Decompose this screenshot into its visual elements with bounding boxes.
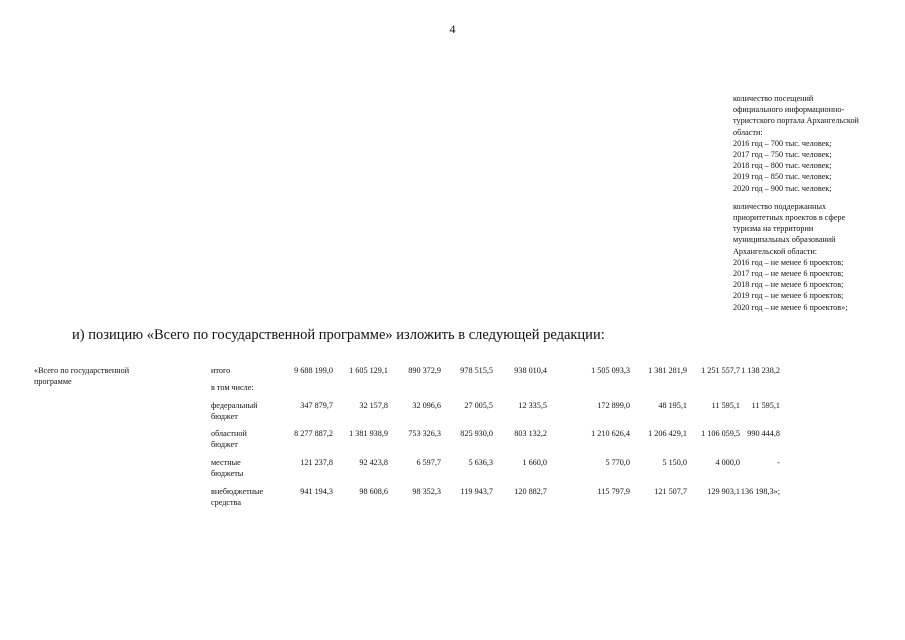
indicator-line: 2018 год – 800 тыс. человек;	[733, 161, 832, 171]
indicator-line: 2016 год – 700 тыс. человек;	[733, 138, 832, 148]
table-cell: 753 326,3	[408, 429, 441, 438]
table-cell: 1 138 238,2	[741, 366, 780, 375]
table-cell: 1 106 059,5	[701, 429, 740, 438]
indicator-line: туристского портала Архангельской	[733, 116, 859, 126]
table-cell: 1 206 429,1	[648, 429, 687, 438]
indicator-line: 2016 год – не менее 6 проектов;	[733, 257, 844, 267]
indicator-line: 2019 год – 850 тыс. человек;	[733, 172, 832, 182]
indicator-line: 2017 год – 750 тыс. человек;	[733, 150, 832, 160]
indicator-line: приоритетных проектов в сфере	[733, 213, 846, 223]
table-cell: 92 423,8	[359, 458, 388, 467]
table-cell: -	[777, 458, 780, 467]
table-cell: 9 688 199,0	[294, 366, 333, 375]
table-cell: 48 195,1	[658, 401, 687, 410]
indicator-line: 2018 год – не менее 6 проектов;	[733, 280, 844, 290]
table-cell: 990 444,8	[747, 429, 780, 438]
indicator-line: 2019 год – не менее 6 проектов;	[733, 291, 844, 301]
indicator-line: 2020 год – 900 тыс. человек;	[733, 183, 832, 193]
table-cell: 172 899,0	[597, 401, 630, 410]
table-cell: 5 150,0	[662, 458, 687, 467]
table-row-label: итого	[211, 366, 231, 375]
table-cell: 938 010,4	[514, 366, 547, 375]
table-cell: 32 157,8	[359, 401, 388, 410]
table-cell: 941 194,3	[300, 487, 333, 496]
indicator-line: 2017 год – не менее 6 проектов;	[733, 269, 844, 279]
table-cell: 825 930,0	[460, 429, 493, 438]
table-cell: 11 595,1	[711, 401, 740, 410]
table-cell: 115 797,9	[597, 487, 630, 496]
page-number: 4	[449, 22, 456, 36]
table-row-label: местные бюджеты	[211, 458, 244, 478]
table-cell: 1 381 281,9	[648, 366, 687, 375]
indicator-line: муниципальных образований	[733, 235, 836, 245]
table-cell: 5 770,0	[605, 458, 630, 467]
table-cell: 4 000,0	[715, 458, 740, 467]
table-cell: 120 882,7	[514, 487, 547, 496]
table-cell: 129 903,1	[707, 487, 740, 496]
indicator-line: туризма на территории	[733, 224, 814, 234]
table-cell: 12 335,5	[518, 401, 547, 410]
table-cell: 1 381 938,9	[349, 429, 388, 438]
table-row-header: «Всего по государственной программе	[34, 366, 130, 386]
table-cell: 32 096,6	[412, 401, 441, 410]
amendment-heading: и) позицию «Всего по государственной программе» изложить в следующей редакции:	[72, 327, 605, 343]
table-cell: 98 608,6	[359, 487, 388, 496]
indicator-line: количество посещений	[733, 94, 814, 103]
indicator-line: официального информационно-	[733, 105, 845, 115]
table-cell: 136 198,3»;	[740, 487, 780, 496]
table-cell: 8 277 887,2	[294, 429, 333, 438]
table-row-label: федеральный бюджет	[211, 401, 258, 421]
indicator-line: количество поддержанных	[733, 201, 827, 211]
table-cell: 1 605 129,1	[349, 366, 388, 375]
table-cell: 121 507,7	[654, 487, 687, 496]
indicator-line: 2020 год – не менее 6 проектов»;	[733, 302, 848, 312]
table-cell: 98 352,3	[412, 487, 441, 496]
table-cell: 119 943,7	[460, 487, 493, 496]
table-cell: 347 879,7	[300, 401, 333, 410]
table-row-label: внебюджетные средства	[211, 487, 264, 507]
table-cell: 1 210 626,4	[591, 429, 630, 438]
table-cell: 5 636,3	[468, 458, 493, 467]
table-cell: 978 515,5	[460, 366, 493, 375]
table-cell: 27 005,5	[464, 401, 493, 410]
table-cell: 1 505 093,3	[591, 366, 630, 375]
table-cell: 1 660,0	[522, 458, 547, 467]
table-cell: 1 251 557,7	[701, 366, 740, 375]
indicator-line: Архангельской области:	[733, 246, 818, 256]
table-cell: 803 132,2	[514, 429, 547, 438]
table-cell: 6 597,7	[416, 458, 441, 467]
table-row-label: областной бюджет	[211, 429, 247, 449]
table-cell: 890 372,9	[408, 366, 441, 375]
table-row-label: в том числе:	[211, 383, 254, 392]
indicator-line: области:	[733, 127, 763, 137]
table-cell: 11 595,1	[751, 401, 780, 410]
table-cell: 121 237,8	[300, 458, 333, 467]
